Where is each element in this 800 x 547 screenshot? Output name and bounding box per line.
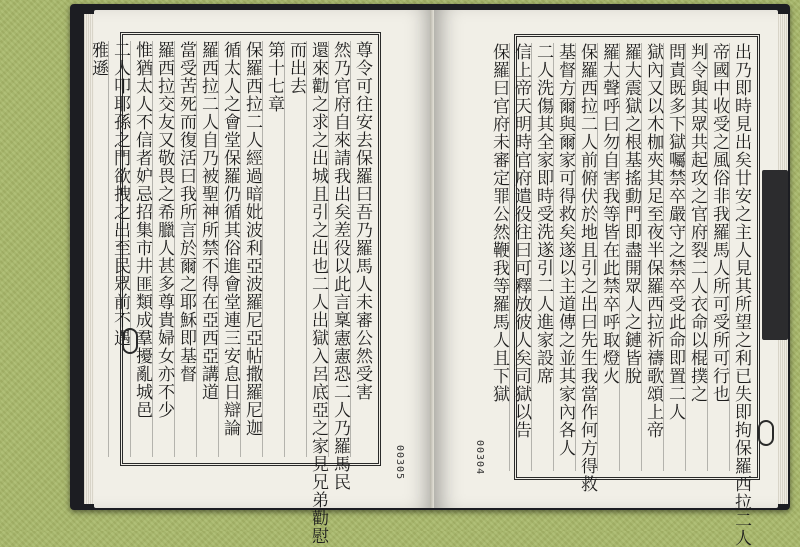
right-text-column: 保羅曰官府未審定罪公然鞭我等羅馬人且下獄: [489, 43, 509, 403]
right-text-column: 信上帝天明時官府遣役往曰可釋放彼人矣司獄以告: [509, 43, 531, 471]
right-text-column: 帝國中收受之風俗非我羅馬人所可受所可行也: [707, 43, 729, 471]
left-text-column: 羅西拉交友又敬畏之希臘人甚多尊貴婦女亦不少: [152, 41, 174, 457]
left-text-column: 然乃官府自來請我出矣差役以此言稟憲憲恐二人乃羅馬民: [330, 41, 350, 491]
left-text-column: 當受苦死而復活曰我所言於爾之耶穌即基督: [174, 41, 196, 457]
right-margin-ring: [758, 420, 774, 446]
left-text-columns: [88, 41, 372, 545]
right-text-column: 出乃即時見出矣廿安之主人見其所望之利已失即拘保羅西拉二人: [731, 43, 751, 547]
left-text-column: 羅西拉二人自乃被聖神所禁不得在亞西亞講道: [196, 41, 218, 457]
right-text-frame: [489, 34, 760, 547]
right-text-column: 判令與其眾共起攻之官府裂二人衣命以棍撲之: [685, 43, 707, 471]
left-text-column: 保羅西拉二人經過暗妣波利亞波羅尼亞帖撒羅尼迦: [240, 41, 262, 457]
right-text-columns: [489, 43, 751, 547]
right-text-column: 二人洗傷其全家即時受洗遂引二人進家設席: [531, 43, 553, 471]
left-margin-ring: [122, 328, 138, 354]
right-text-column: 基督方爾與爾家可得救矣遂以主道傳之並其家內各人: [553, 43, 575, 471]
left-text-column: 惟猶太人不信者妒忌招集市井匪類成羣擾亂城邑: [130, 41, 152, 457]
right-page-number: 00304: [474, 440, 485, 476]
left-text-column: 第十七章: [262, 41, 284, 457]
right-text-column: 保羅西拉二人前俯伏於地且引之出曰先生我當作何方得救: [577, 43, 597, 493]
right-text-column: 問責既多下獄囑禁卒嚴守之禁卒受此命即置二人: [663, 43, 685, 471]
right-text-column: 羅大聲呼曰勿自害我等皆在此禁卒呼取燈火: [597, 43, 619, 471]
right-text-column: 羅大震獄之根基搖動門即盡開眾人之鏈皆脫: [619, 43, 641, 471]
right-text-column: 獄內又以木枷夾其足至夜半保羅西拉祈禱歌頌上帝: [641, 43, 663, 471]
left-text-column: 還來勸之求之出城且引之出也二人出獄入呂底亞之家見兄弟勸慰: [308, 41, 328, 545]
left-text-column: 而出去: [284, 41, 306, 457]
bookmark-tab: [762, 170, 788, 340]
left-text-column: 尊令可往安去保羅曰吾乃羅馬人未審公然受害: [350, 41, 372, 457]
left-text-column: 雅遜: [88, 41, 108, 77]
left-text-column: 二人叩耶孫之門欲拽之出至民眾前不遇: [108, 41, 130, 457]
right-page: [434, 10, 778, 547]
left-page: [88, 10, 434, 545]
left-text-frame: [88, 32, 381, 545]
left-page-number: 00305: [394, 445, 405, 481]
left-text-column: 循太人之會堂保羅仍循其俗進會堂連三安息日辯論: [218, 41, 240, 457]
